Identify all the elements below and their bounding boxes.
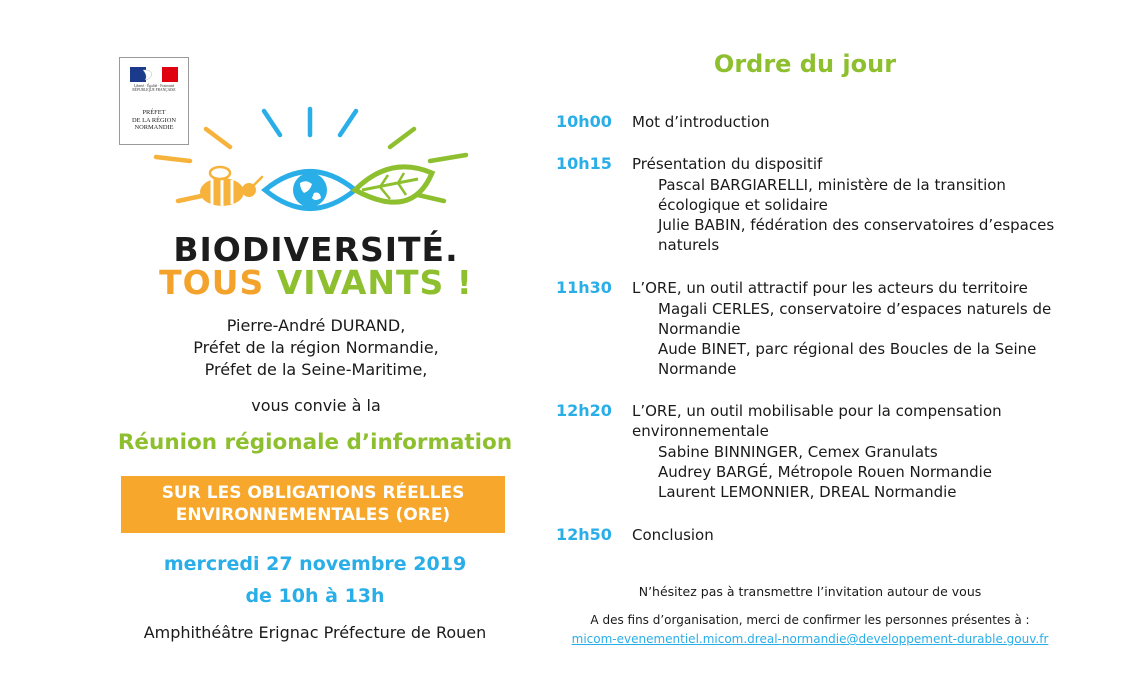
agenda-speakers [632,175,1072,255]
agenda-speaker: Julie BABIN, fédération des conservatoires d’espaces naturels [658,216,1055,254]
agenda-speaker: Pascal BARGIARELLI, ministère de la transition écologique et solidaire [658,176,1006,214]
inviter-name: Pierre-André DURAND, [226,316,406,335]
eye-icon [265,172,355,209]
prefecture-motto [124,84,184,93]
ore-banner-line1: SUR LES OBLIGATIONS RÉELLES [161,483,465,503]
inviter-title-department: Préfet de la Seine-Maritime, [204,360,428,379]
ore-banner [121,476,505,533]
republic-text: RÉPUBLIQUE FRANÇAISE [132,88,176,93]
invite-text: vous convie à la [251,396,381,415]
contact-email-link[interactable]: micom-evenementiel.micom.dreal-normandie@developpement-durable.gouv.fr [571,632,1049,646]
footer-confirm: A des fins d’organisation, merci de confirmer les personnes présentes à : [590,613,1030,627]
inviter-title-region: Préfet de la région Normandie, [193,338,439,357]
agenda-time: 12h50 [556,525,612,544]
prefecture-line3: NORMANDIE [134,124,174,132]
biodiversity-logo [150,105,500,235]
agenda-time: 10h15 [556,154,612,173]
agenda-topic: Mot d’introduction [632,113,770,131]
agenda-time: 11h30 [556,278,612,297]
agenda-speakers [632,442,1072,502]
event-hours: de 10h à 13h [245,585,385,607]
prefecture-line2: DE LA RÉGION [131,116,177,124]
agenda-time: 10h00 [556,112,612,131]
agenda-title: Ordre du jour [713,50,897,78]
agenda-speaker: Laurent LEMONNIER, DREAL Normandie [658,483,957,501]
agenda-speakers [632,299,1072,379]
agenda-time: 12h20 [556,401,612,420]
agenda-topic: Conclusion [632,526,714,544]
slogan-tous-vivants [126,263,506,302]
event-date: mercredi 27 novembre 2019 [163,553,467,575]
agenda-topic: Présentation du dispositif [632,155,823,173]
slogan-biodiversite: BIODIVERSITÉ. [173,230,459,269]
event-title: Réunion régionale d’information [117,430,513,455]
slogan-word-tous: TOUS [159,263,265,302]
bee-icon [200,167,262,206]
agenda-speaker: Sabine BINNINGER, Cemex Granulats [658,443,938,461]
agenda-topic: L’ORE, un outil attractif pour les acteurs du territoire [632,279,1028,297]
agenda-speaker: Aude BINET, parc régional des Boucles de la Seine Normande [658,340,1037,378]
marianne-flag-icon [130,67,178,82]
prefecture-line1: PRÉFET [142,109,166,116]
slogan-word-vivants: VIVANTS ! [276,263,473,302]
ore-banner-line2: ENVIRONNEMENTALES (ORE) [175,505,451,525]
agenda-speaker: Magali CERLES, conservatoire d’espaces naturels de Normandie [658,300,1052,338]
agenda-topic: L’ORE, un outil mobilisable pour la compensation environnementale [632,402,1002,440]
motto-text: Liberté · Égalité · Fraternité [133,84,175,88]
footer-note: N’hésitez pas à transmettre l’invitation autour de vous [638,584,982,599]
agenda-speaker: Audrey BARGÉ, Métropole Rouen Normandie [658,463,993,481]
event-venue: Amphithéâtre Erignac Préfecture de Rouen [143,623,487,642]
